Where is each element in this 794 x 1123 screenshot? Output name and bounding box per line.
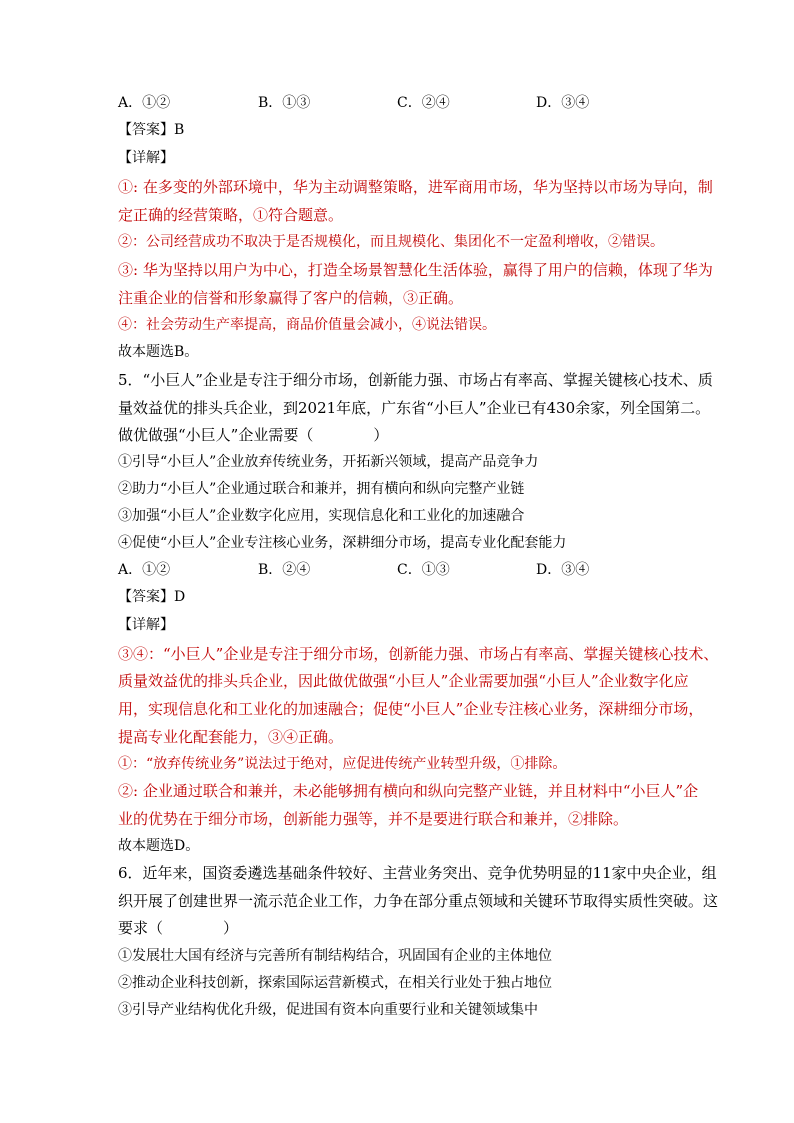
q6-stem-line: 织开展了创建世界一流示范企业工作，力争在部分重点领域和关键环节取得实质性突破。这 [118,892,719,910]
q6-item: ①发展壮大国有经济与完善所有制结构结合，巩固国有企业的主体地位 [118,948,552,964]
q5-item: ③加强“小巨人”企业数字化应用，实现信息化和工业化的加速融合 [118,508,525,524]
q4-detail-line: 注重企业的信誉和形象赢得了客户的信赖，③正确。 [118,289,464,307]
q6-item: ②推动企业科技创新，探索国际运营新模式，在相关行业处于独占地位 [118,975,552,991]
q5-stem-line: 量效益优的排头兵企业，到2021年底，广东省“小巨人”企业已有430余家，列全国第二。 [118,399,711,417]
q5-item: ②助力“小巨人”企业通过联合和兼并，拥有横向和纵向完整产业链 [118,481,525,497]
q4-answer: 【答案】B [118,122,185,138]
q5-item: ①引导“小巨人”企业放弃传统业务，开拓新兴领域，提高产品竞争力 [118,454,539,470]
q5-detail-line: ①：“放弃传统业务”说法过于绝对，应促进传统产业转型升级，①排除。 [118,756,567,772]
q5-detail-line: 用，实现信息化和工业化的加速融合；促使“小巨人”企业专注核心业务，深耕细分市场， [118,700,704,718]
q6-stem-line: 要求（ ） [118,919,239,937]
q5-option-a: A．①② [118,562,171,578]
q5-answer: 【答案】D [118,589,186,605]
q5-detail-line: 提高专业化配套能力，③④正确。 [118,728,344,746]
q5-detail-heading: 【详解】 [118,617,174,633]
q4-option-a: A．①② [118,95,171,111]
q4-detail-line: ③: 华为坚持以用户为中心，打造全场景智慧化生活体验，赢得了用户的信赖，体现了华为 [118,261,713,279]
q5-option-d: D．③④ [536,562,590,578]
q4-detail-line: ④：社会劳动生产率提高，商品价值量会减小，④说法错误。 [118,317,496,333]
q4-option-d: D．③④ [536,95,590,111]
q4-conclusion: 故本题选B。 [118,344,199,360]
q5-option-b: B．②④ [258,562,311,578]
q4-option-c: C．②④ [397,95,450,111]
q4-detail-line: ②：公司经营成功不取决于是否规模化，而且规模化、集团化不一定盈利增收，②错误。 [118,234,664,250]
q5-detail-line: ③④：“小巨人”企业是专注于细分市场，创新能力强、市场占有率高、掌握关键核心技术、 [118,645,719,663]
q5-detail-line: ②: 企业通过联合和兼并，未必能够拥有横向和纵向完整产业链，并且材料中“小巨人”企 [118,782,699,800]
q5-stem-line: 5．“小巨人”企业是专注于细分市场，创新能力强、市场占有率高、掌握关键核心技术、质 [118,371,713,389]
q4-detail-line: ①: 在多变的外部环境中，华为主动调整策略，进军商用市场，华为坚持以市场为导向，制 [118,178,713,196]
q6-stem-line: 6．近年来，国资委遴选基础条件较好、主营业务突出、竞争优势明显的11家中央企业，组 [118,864,717,882]
q4-option-b: B．①③ [258,95,311,111]
q5-option-c: C．①③ [397,562,450,578]
q4-detail-line: 定正确的经营策略，①符合题意。 [118,206,344,224]
q5-conclusion: 故本题选D。 [118,838,200,854]
q5-detail-line: 业的优势在于细分市场，创新能力强等，并不是要进行联合和兼并，②排除。 [118,810,629,828]
q6-item: ③引导产业结构优化升级，促进国有资本向重要行业和关键领域集中 [118,1002,538,1018]
q5-stem-line: 做优做强“小巨人”企业需要（ ） [118,426,389,444]
q5-item: ④促使“小巨人”企业专注核心业务，深耕细分市场，提高专业化配套能力 [118,535,567,551]
q5-detail-line: 质量效益优的排头兵企业，因此做优做强“小巨人”企业需要加强“小巨人”企业数字化应 [118,672,689,690]
q4-detail-heading: 【详解】 [118,150,174,166]
